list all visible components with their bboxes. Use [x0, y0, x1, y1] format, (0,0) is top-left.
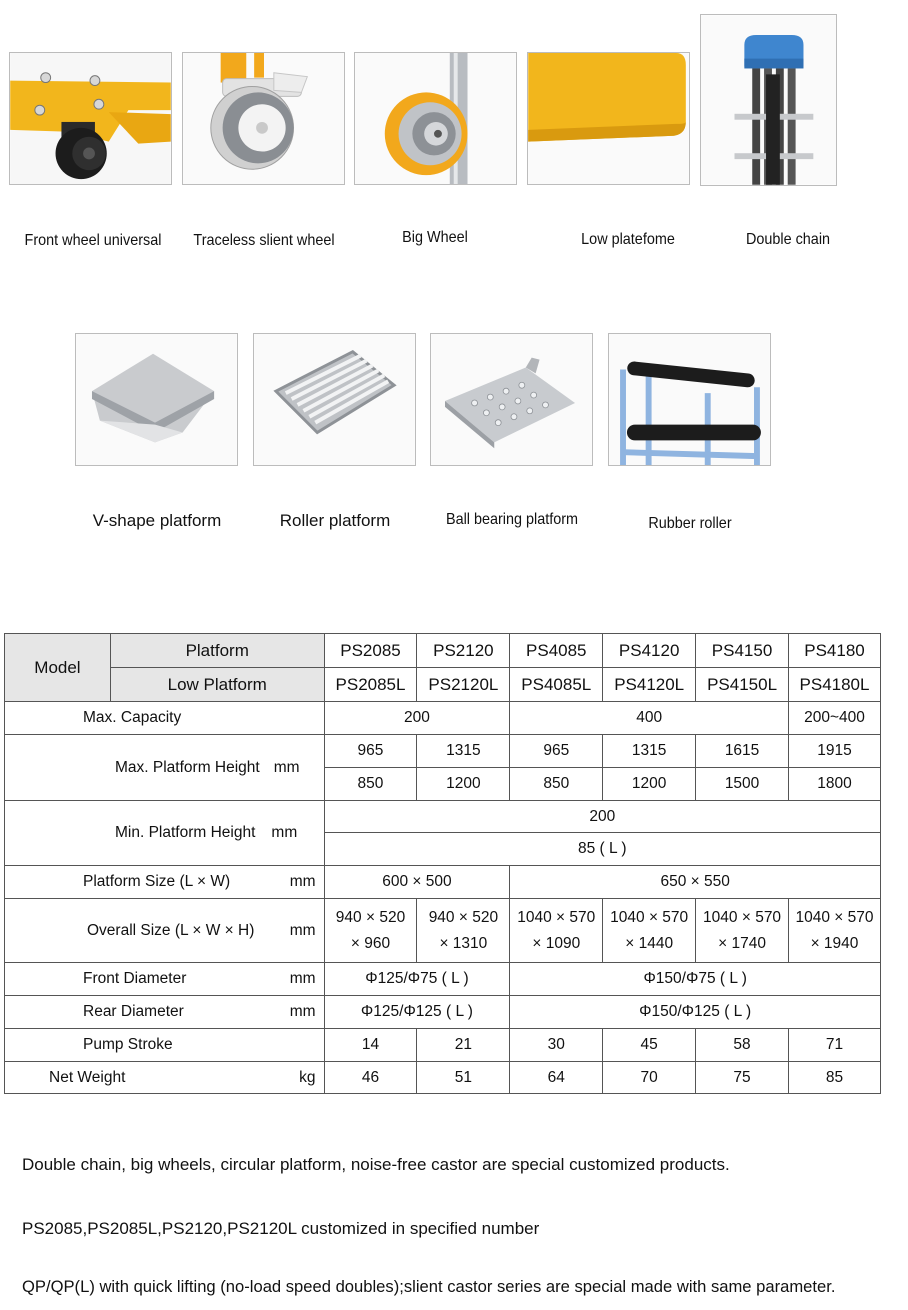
table-cell	[324, 899, 417, 963]
table-cell: 46	[324, 1062, 417, 1094]
platform-size-label-cell	[5, 866, 325, 899]
overall-size-label: Overall Size (L × W × H)	[87, 921, 255, 939]
model-cell: PS4150	[696, 634, 789, 668]
specification-table	[4, 633, 881, 1094]
front-diameter-label: Front Diameter	[83, 970, 187, 987]
table-cell: 1915	[789, 735, 881, 768]
model-cell: PS4180	[789, 634, 881, 668]
max-platform-height-label-cell	[5, 735, 325, 801]
rear-diameter-label-cell	[5, 996, 325, 1029]
model-cell: PS2085	[324, 634, 417, 668]
max-capacity-value: 200	[324, 702, 510, 735]
low-model-cell: PS2120L	[417, 668, 510, 702]
overall-size-line1: 940 × 520	[335, 908, 406, 926]
platform-label: Platform	[110, 634, 324, 668]
table-cell: 21	[417, 1029, 510, 1062]
max-platform-height-label: Max. Platform Height	[115, 758, 260, 776]
min-platform-height-value: 200	[324, 801, 880, 833]
roller-platform-image	[253, 333, 416, 466]
table-cell: 1315	[417, 735, 510, 768]
table-cell: 51	[417, 1062, 510, 1094]
overall-size-line2: × 1090	[532, 934, 581, 952]
table-row-net-weight	[5, 1062, 881, 1094]
rear-diameter-value: Φ150/Φ125 ( L )	[510, 996, 881, 1029]
net-weight-label: Net Weight	[49, 1068, 126, 1086]
overall-size-unit: mm	[289, 921, 316, 939]
table-cell: 850	[324, 768, 417, 801]
min-platform-height-unit: mm	[271, 824, 298, 841]
rear-diameter-value: Φ125/Φ125 ( L )	[324, 996, 510, 1029]
model-cell: PS4085	[510, 634, 603, 668]
table-row-min-platform-height	[5, 801, 881, 833]
caption-front-wheel-universal: Front wheel universal	[24, 232, 162, 249]
platform-size-value: 600 × 500	[324, 866, 510, 899]
table-cell	[417, 899, 510, 963]
min-platform-height-label-cell	[5, 801, 325, 866]
caption-double-chain: Double chain	[745, 231, 831, 248]
overall-size-line2: × 1440	[625, 934, 674, 952]
table-row-platform	[5, 634, 881, 668]
pump-stroke-label: Pump Stroke	[5, 1029, 325, 1062]
note-customized-products: Double chain, big wheels, circular platform, noise-free castor are special customized products.	[22, 1155, 730, 1174]
table-cell: 45	[603, 1029, 696, 1062]
table-cell: 1800	[789, 768, 881, 801]
low-platform-label: Low Platform	[110, 668, 324, 702]
table-cell: 75	[696, 1062, 789, 1094]
caption-ball-bearing-platform: Ball bearing platform	[445, 511, 579, 528]
model-cell: PS2120	[417, 634, 510, 668]
table-cell: 850	[510, 768, 603, 801]
overall-size-line1: 940 × 520	[428, 908, 499, 926]
overall-size-line2: × 1310	[439, 934, 488, 952]
table-cell: 70	[603, 1062, 696, 1094]
note-quick-lifting: QP/QP(L) with quick lifting (no-load speed doubles);slient castor series are special made with same parameter.	[22, 1277, 836, 1296]
low-model-cell: PS4085L	[510, 668, 603, 702]
table-cell: 965	[510, 735, 603, 768]
max-platform-height-unit: mm	[273, 758, 300, 776]
overall-size-line2: × 1740	[718, 934, 766, 952]
big-wheel-image	[354, 52, 517, 185]
low-model-cell: PS4150L	[696, 668, 789, 702]
table-row-pump-stroke	[5, 1029, 881, 1062]
rear-diameter-unit: mm	[289, 1003, 316, 1020]
table-row-platform-size	[5, 866, 881, 899]
table-cell: 58	[696, 1029, 789, 1062]
net-weight-unit: kg	[299, 1068, 316, 1086]
table-cell: 30	[510, 1029, 603, 1062]
net-weight-label-cell	[5, 1062, 325, 1094]
overall-size-line1: 1040 × 570	[703, 908, 782, 926]
low-model-cell: PS4120L	[603, 668, 696, 702]
front-diameter-value: Φ125/Φ75 ( L )	[324, 963, 510, 996]
table-row-rear-diameter	[5, 996, 881, 1029]
rear-diameter-label: Rear Diameter	[83, 1003, 184, 1020]
overall-size-line1: 1040 × 570	[517, 908, 596, 926]
low-platform-image	[527, 52, 690, 185]
table-row-max-capacity	[5, 702, 881, 735]
front-diameter-label-cell	[5, 963, 325, 996]
min-platform-height-label: Min. Platform Height	[115, 824, 256, 841]
max-capacity-value: 200~400	[789, 702, 881, 735]
overall-size-line2: × 960	[350, 934, 391, 952]
platform-size-label: Platform Size (L × W)	[83, 873, 231, 890]
table-cell: 1200	[417, 768, 510, 801]
table-row-low-platform	[5, 668, 881, 702]
front-diameter-value: Φ150/Φ75 ( L )	[510, 963, 881, 996]
table-row-max-platform-height	[5, 735, 881, 768]
table-cell: 965	[324, 735, 417, 768]
table-cell	[510, 899, 603, 963]
model-cell: PS4120	[603, 634, 696, 668]
table-cell: 1615	[696, 735, 789, 768]
table-cell: 1500	[696, 768, 789, 801]
overall-size-line2: × 1940	[810, 934, 859, 952]
traceless-silent-wheel-image	[182, 52, 345, 185]
table-cell	[696, 899, 789, 963]
table-row-front-diameter	[5, 963, 881, 996]
caption-low-platform: Low platefome	[581, 231, 675, 248]
table-cell: 1200	[603, 768, 696, 801]
table-cell: 1315	[603, 735, 696, 768]
low-model-cell: PS2085L	[324, 668, 417, 702]
model-label: Model	[5, 634, 111, 702]
platform-size-unit: mm	[289, 873, 316, 890]
table-cell: 64	[510, 1062, 603, 1094]
caption-big-wheel: Big Wheel	[402, 229, 468, 246]
front-diameter-unit: mm	[289, 970, 316, 987]
low-model-cell: PS4180L	[789, 668, 881, 702]
table-cell: 14	[324, 1029, 417, 1062]
table-cell: 71	[789, 1029, 881, 1062]
table-cell	[789, 899, 881, 963]
max-capacity-label: Max. Capacity	[5, 702, 325, 735]
caption-v-shape-platform: V-shape platform	[92, 511, 222, 530]
table-row-overall-size	[5, 899, 881, 963]
table-cell: 85	[789, 1062, 881, 1094]
caption-roller-platform: Roller platform	[279, 511, 391, 530]
front-wheel-universal-image	[9, 52, 172, 185]
v-shape-platform-image	[75, 333, 238, 466]
platform-size-value: 650 × 550	[510, 866, 881, 899]
overall-size-line1: 1040 × 570	[795, 908, 874, 926]
max-capacity-value: 400	[510, 702, 789, 735]
double-chain-image	[700, 14, 837, 186]
caption-rubber-roller: Rubber roller	[648, 515, 732, 532]
overall-size-label-cell	[5, 899, 325, 963]
rubber-roller-image	[608, 333, 771, 466]
caption-traceless-silent-wheel: Traceless slient wheel	[193, 232, 335, 249]
overall-size-line1: 1040 × 570	[610, 908, 689, 926]
table-cell	[603, 899, 696, 963]
note-customized-number: PS2085,PS2085L,PS2120,PS2120L customized in specified number	[22, 1219, 540, 1238]
min-platform-height-low-value: 85 ( L )	[324, 833, 880, 866]
ball-bearing-platform-image	[430, 333, 593, 466]
